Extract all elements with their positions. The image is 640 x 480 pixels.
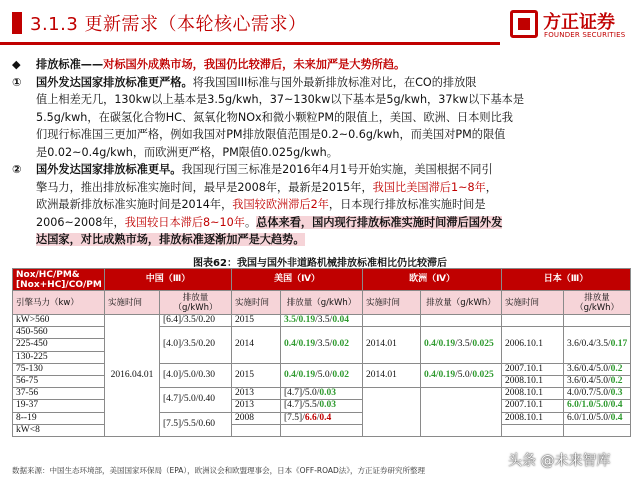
china-emission-cell: [7.5]/5.5/0.60 [160,412,232,436]
eu-time-cell [363,388,421,437]
eu-emission-cell: 0.4/0.19/5.0/0.025 [421,363,502,387]
us-time-cell: 2013 [232,400,281,412]
us-time-cell: 2014 [232,327,281,364]
header-metric: Nox/HC/PM&[Nox+HC]/CO/PM [13,269,105,291]
us-time-cell: 2015 [232,363,281,387]
jp-time-cell: 2008.10.1 [502,375,564,387]
eu-time-cell: 2014.01 [363,327,421,364]
us-emission-cell [281,424,363,436]
jp-time-cell: 2007.10.1 [502,363,564,375]
table-row [13,315,631,327]
jp-emission-cell: 3.6/0.4/5.0/0.2 [564,375,631,387]
logo-mark-icon [510,10,538,38]
power-cell: kW<8 [13,424,105,436]
point-2: ② 国外发达国家排放标准更早。我国现行国三标准是2016年4月1号开始实施，美国根据不同引 [12,161,630,179]
page-header [0,0,640,48]
figure-caption: 图表62：我国与国外非道路机械排放标准相比仍比较滞后 [193,258,447,269]
jp-emission-cell: 3.6/0.4/3.5/0.17 [564,327,631,364]
table-header-row [13,269,631,291]
power-cell: 450-560 [13,327,105,339]
header-china: 中国（Ⅲ） [105,269,232,291]
number-2-bullet: ② [12,163,22,176]
subheader-time: 实施时间 [502,291,564,315]
jp-emission-cell: 6.0/1.0/5.0/0.4 [564,412,631,424]
jp-time-cell: 2006.10.1 [502,327,564,364]
emission-standard-table [12,268,631,437]
subheader-emission: 排放量（g/kWh） [421,291,502,315]
subheader-power: 引擎马力（kw） [13,291,105,315]
company-logo [510,8,634,46]
eu-emission-cell: 0.4/0.19/3.5/0.025 [421,327,502,364]
us-time-cell [232,424,281,436]
table-subheader-row [13,291,631,315]
power-cell: 225-450 [13,339,105,351]
header-europe: 欧洲（Ⅳ） [363,269,502,291]
point-1: ① 国外发达国家排放标准更严格。将我国国III标准与国外最新排放标准对比，在CO的排放限 [12,74,630,92]
power-cell: kW>560 [13,315,105,327]
subheader-time: 实施时间 [363,291,421,315]
jp-emission-cell: 4.0/0.7/5.0/0.3 [564,388,631,400]
point-2-line: 擎马力，推出排放标准实施时间，最早是2008年，最新是2015年，我国比美国滞后1~8年， [36,180,497,194]
section-title: 3.1.3 更新需求（本轮核心需求） [30,14,307,35]
point-2-line: 达国家，对比成熟市场，排放标准逐渐加严是大趋势。 [36,233,305,246]
us-emission-cell: 0.4/0.19/5.0/0.02 [281,363,363,387]
data-source-note: 数据来源：中国生态环境部，美国国家环保局（EPA），欧洲议会和欧盟理事会，日本《OFF-ROAD法》，方正证券研究所整理 [12,466,426,475]
point-1-line: 5.5g/kwh，在碳氢化合物HC、氮氧化物NOx和微小颗粒PM的限值上，美国、欧洲、日本则比我 [36,110,513,124]
jp-time-cell [502,315,564,327]
header-japan: 日本（Ⅲ） [502,269,631,291]
subheader-time: 实施时间 [232,291,281,315]
jp-emission-cell [564,315,631,327]
eu-time-cell [363,315,421,327]
subheader-emission: 排放量（g/kWh） [281,291,363,315]
power-cell: 75-130 [13,363,105,375]
section-marker [12,12,22,34]
china-date-cell: 2016.04.01 [105,315,160,437]
jp-time-cell: 2007.10.1 [502,400,564,412]
china-emission-cell: [4.0]/5.0/0.30 [160,363,232,387]
jp-emission-cell: 3.6/0.4/5.0/0.2 [564,363,631,375]
china-emission-cell: [6.4]/3.5/0.20 [160,315,232,327]
us-emission-cell: [4.7]/5.5/0.03 [281,400,363,412]
logo-name-en: FOUNDER SECURITIES [544,31,626,39]
jp-time-cell: 2008.10.1 [502,388,564,400]
point-2-line: 欧洲最新排放标准实施时间是2014年，我国较欧洲滞后2年，日本现行排放标准实施时间是 [36,198,486,211]
jp-time-cell: 2008.10.1 [502,412,564,424]
eu-emission-cell [421,388,502,437]
power-cell: 19-37 [13,400,105,412]
diamond-bullet-icon: ◆ [12,58,21,71]
logo-name-cn: 方正证券 [543,12,615,33]
subheader-emission: 排放量（g/kWh） [160,291,232,315]
us-time-cell: 2013 [232,388,281,400]
jp-emission-cell [564,424,631,436]
point-1-line: 值上相差无几，130kw以上基本是3.5g/kwh，37~130kw以下基本是5g/kwh，37kw以下基本是 [36,93,525,106]
us-emission-cell: 0.4/0.19/3.5/0.02 [281,327,363,364]
point-2-line: 2006~2008年，我国较日本滞后8~10年。总体来看，国内现行排放标准实施时间滞后国外发 [36,215,503,229]
jp-emission-cell: 6.0/1.0/5.0/0.4 [564,400,631,412]
china-emission-cell: [4.7]/5.0/0.40 [160,388,232,412]
power-cell: 8--19 [13,412,105,424]
header-rule [0,42,500,45]
subheader-time: 实施时间 [105,291,160,315]
power-cell: 130-225 [13,351,105,363]
body-text [12,56,630,249]
china-emission-cell: [4.0]/3.5/0.20 [160,327,232,364]
jp-time-cell [502,424,564,436]
power-cell: 56-75 [13,375,105,387]
us-emission-cell: 3.5/0.19/3.5/0.04 [281,315,363,327]
us-time-cell: 2008 [232,412,281,424]
subheader-emission: 排放量（g/kWh） [564,291,631,315]
point-1-line: 们现行标准国三更加严格，例如我国对PM排放限值范围是0.2~0.6g/kwh，而美国对PM的限值 [36,128,506,141]
us-emission-cell: [7.5]/6.6/0.4 [281,412,363,424]
eu-time-cell: 2014.01 [363,363,421,387]
header-usa: 美国（Ⅳ） [232,269,363,291]
us-time-cell: 2015 [232,315,281,327]
us-emission-cell: [4.7]/5.0/0.03 [281,388,363,400]
watermark: 头条 @未来智库 [508,453,611,469]
eu-emission-cell [421,315,502,327]
power-cell: 37-56 [13,388,105,400]
point-1-line: 是0.02~0.4g/kwh，而欧洲更严格，PM限值0.025g/kwh。 [36,145,338,159]
bullet-main: ◆ 排放标准——对标国外成熟市场，我国仍比较滞后，未来加严是大势所趋。 [12,56,630,74]
number-1-bullet: ① [12,75,22,89]
